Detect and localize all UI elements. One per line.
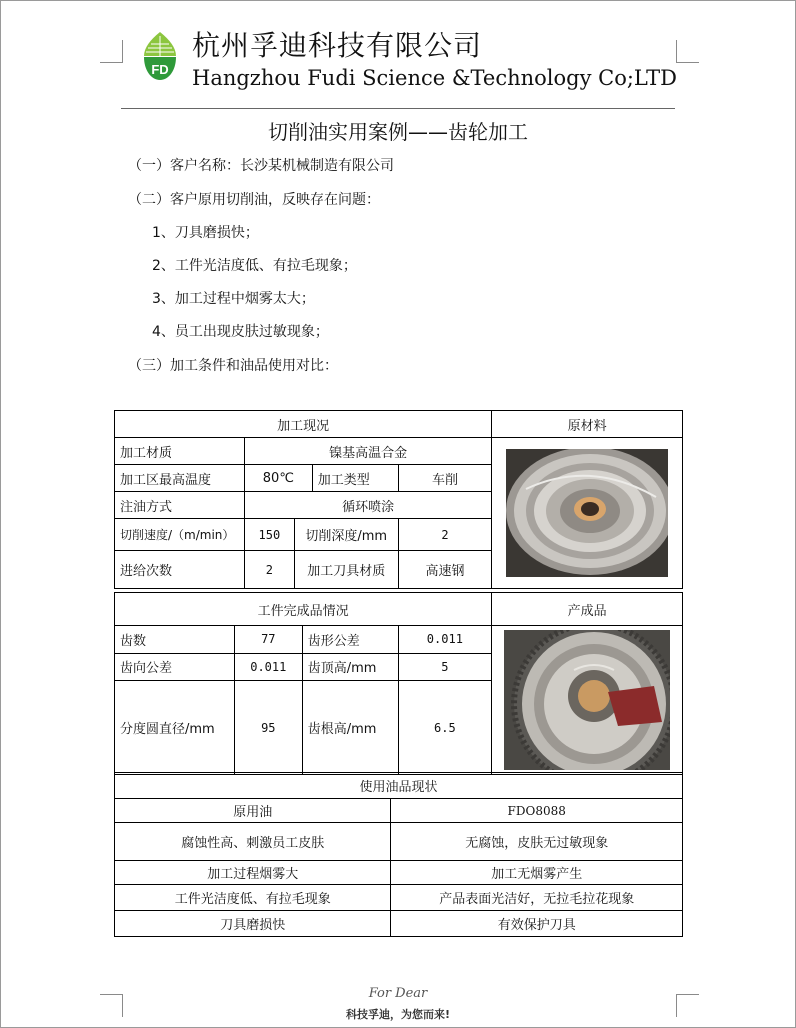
oil-method-value: 循环喷涂 [244, 492, 491, 519]
feed-value: 2 [244, 551, 294, 589]
old-oil-cell: 腐蚀性高、刺激员工皮肤 [115, 823, 391, 861]
max-temp-value: 80℃ [244, 465, 312, 492]
finished-part-table [114, 592, 683, 775]
company-name-cn: 杭州孚迪科技有限公司 [192, 29, 483, 62]
document-title: 切削油实用案例——齿轮加工 [268, 120, 528, 144]
type-value: 车削 [398, 465, 492, 492]
lead-tolerance-value: 0.011 [234, 653, 302, 681]
new-oil-cell: 有效保护刀具 [391, 911, 683, 937]
raw-material-disc-photo [506, 449, 668, 577]
new-oil-cell: 产品表面光洁好，无拉毛拉花现象 [391, 885, 683, 911]
speed-label: 切削速度/（m/min） [115, 519, 245, 551]
material-value: 镍基高温合金 [244, 438, 491, 465]
header-divider [121, 108, 675, 109]
new-oil-cell: 无腐蚀，皮肤无过敏现象 [391, 823, 683, 861]
type-label: 加工类型 [312, 465, 398, 492]
pitch-diameter-label: 分度圆直径/mm [115, 681, 235, 775]
profile-tolerance-value: 0.011 [398, 626, 492, 654]
svg-text:FD: FD [151, 62, 169, 77]
old-oil-cell: 刀具磨损快 [115, 911, 391, 937]
pitch-diameter-value: 95 [234, 681, 302, 775]
footer-script-text: For Dear [368, 986, 428, 1001]
dedendum-value: 6.5 [398, 681, 492, 775]
dedendum-label: 齿根高/mm [302, 681, 398, 775]
feed-label: 进给次数 [115, 551, 245, 589]
raw-material-photo-cell [492, 438, 683, 589]
processing-header: 加工现况 [115, 411, 492, 438]
addendum-value: 5 [398, 653, 492, 681]
customer-line: （一）客户名称：长沙某机械制造有限公司 [128, 158, 394, 174]
old-oil-column-header: 原用油 [115, 799, 391, 823]
depth-label: 切削深度/mm [294, 519, 398, 551]
finished-part-header: 工件完成品情况 [115, 593, 492, 626]
problem-item: 1、刀具磨损快； [152, 225, 259, 241]
new-oil-cell: 加工无烟雾产生 [391, 861, 683, 885]
new-oil-column-header: FDO8088 [391, 799, 683, 823]
speed-value: 150 [244, 519, 294, 551]
company-logo-icon [138, 30, 182, 82]
problems-heading: （二）客户原用切削油，反映存在问题： [128, 192, 380, 208]
tool-value: 高速钢 [398, 551, 492, 589]
profile-tolerance-label: 齿形公差 [302, 626, 398, 654]
footer-slogan: 科技孚迪，为您而来! [345, 1008, 451, 1021]
tool-label: 加工刀具材质 [294, 551, 398, 589]
teeth-label: 齿数 [115, 626, 235, 654]
finished-gear-photo [504, 630, 670, 770]
lead-tolerance-label: 齿向公差 [115, 653, 235, 681]
crop-mark-top-right [676, 40, 699, 63]
processing-conditions-table [114, 410, 683, 589]
oil-comparison-header: 使用油品现状 [115, 773, 683, 799]
material-label: 加工材质 [115, 438, 245, 465]
crop-mark-top-left [100, 40, 123, 63]
depth-value: 2 [398, 519, 492, 551]
problem-item: 3、加工过程中烟雾太大； [152, 291, 315, 307]
product-header: 产成品 [492, 593, 683, 626]
problem-item: 4、员工出现皮肤过敏现象； [152, 324, 329, 340]
oil-method-label: 注油方式 [115, 492, 245, 519]
addendum-label: 齿顶高/mm [302, 653, 398, 681]
old-oil-cell: 加工过程烟雾大 [115, 861, 391, 885]
problem-item: 2、工件光洁度低、有拉毛现象； [152, 258, 357, 274]
max-temp-label: 加工区最高温度 [115, 465, 245, 492]
raw-material-header: 原材料 [492, 411, 683, 438]
product-photo-cell [492, 626, 683, 775]
company-name-en: Hangzhou Fudi Science &Technology Co;LTD [192, 66, 677, 90]
old-oil-cell: 工件光洁度低、有拉毛现象 [115, 885, 391, 911]
oil-comparison-table [114, 772, 683, 937]
teeth-value: 77 [234, 626, 302, 654]
comparison-heading: （三）加工条件和油品使用对比： [128, 358, 338, 374]
